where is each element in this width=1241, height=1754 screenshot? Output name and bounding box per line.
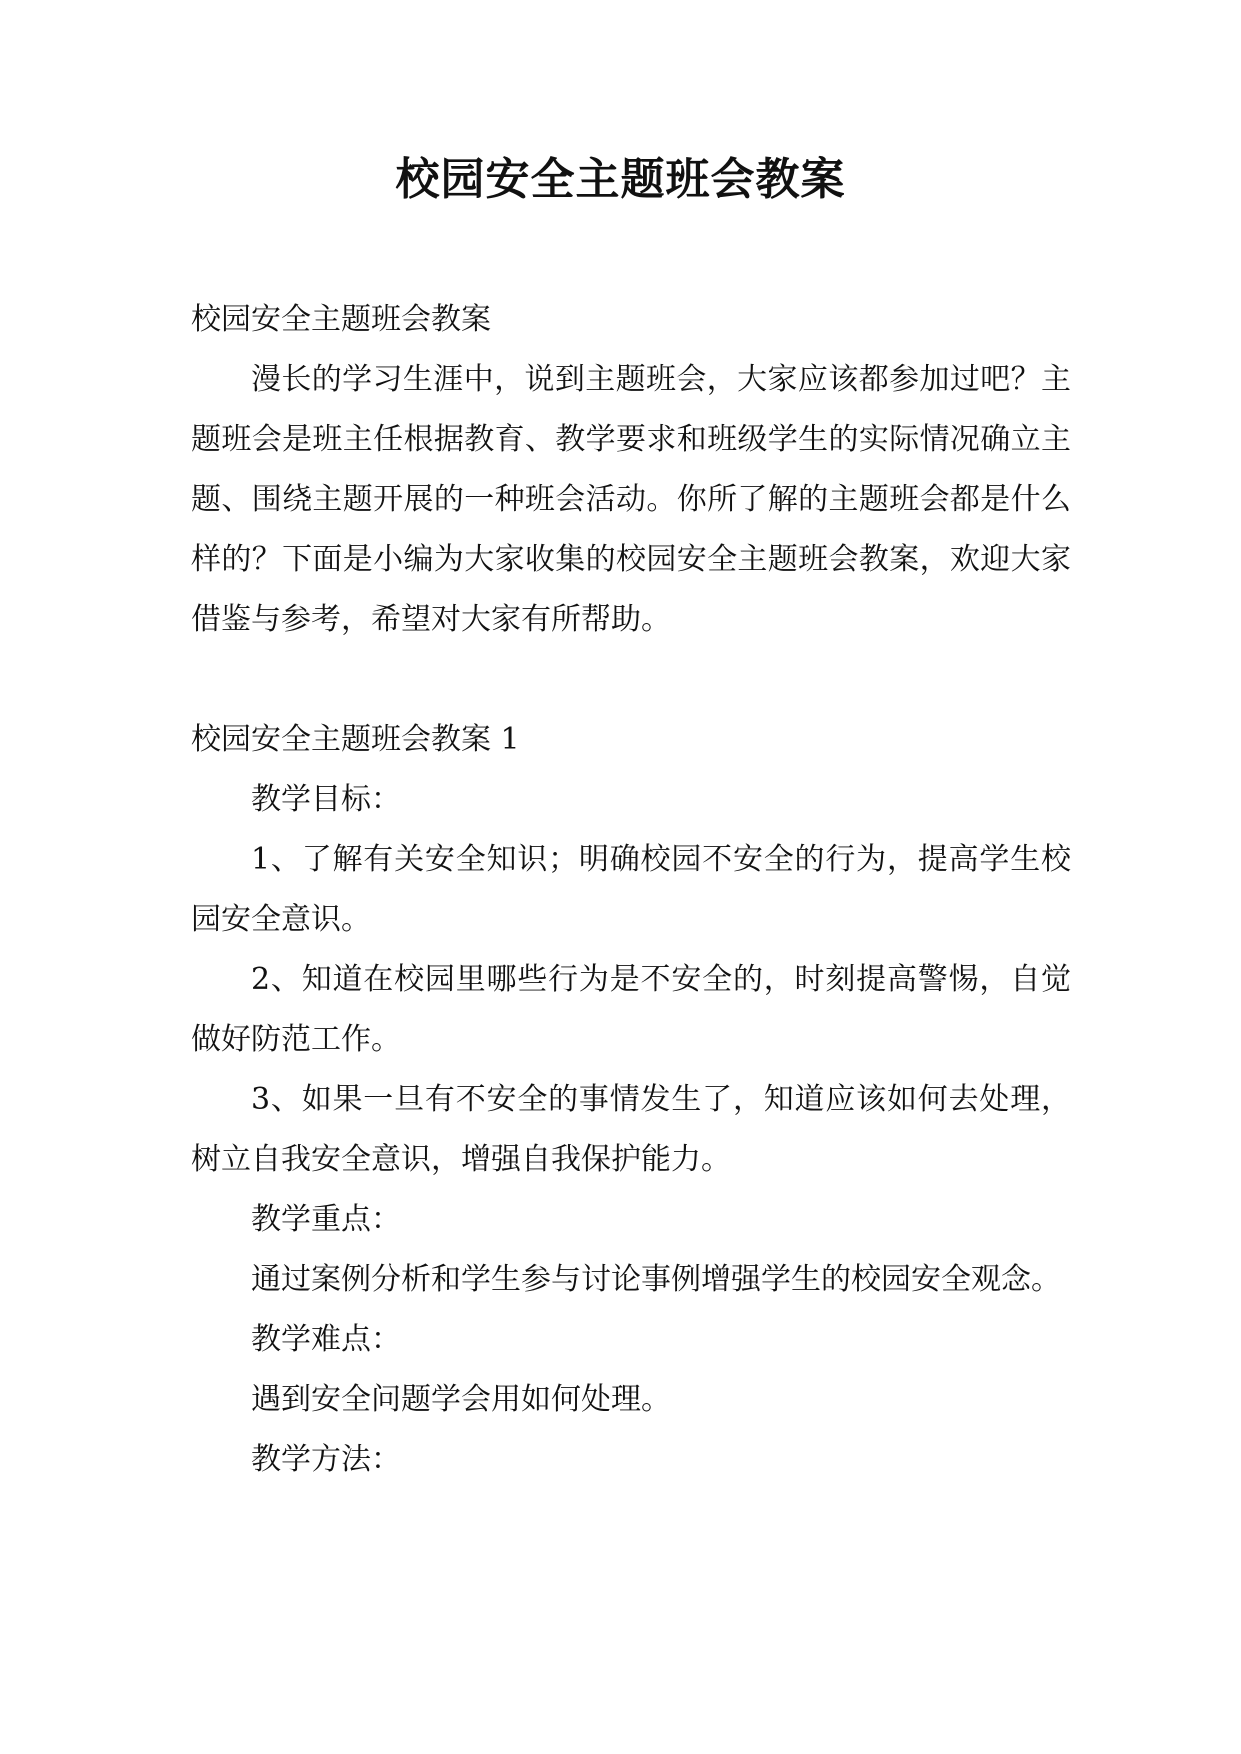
difficulty-label: 教学难点： <box>251 1322 401 1357</box>
intro-heading: 校园安全主题班会教案 <box>191 302 491 337</box>
goal-item-1: 1、了解有关安全知识；明确校园不安全的行为，提高学生校园安全意识。 <box>191 842 1071 937</box>
document-body <box>191 290 1071 1490</box>
goal-item-3: 3、如果一旦有不安全的事情发生了，知道应该如何去处理，树立自我安全意识，增强自我保护能力。 <box>191 1082 1071 1177</box>
section1-heading: 校园安全主题班会教案 1 <box>191 722 520 757</box>
key-points-label: 教学重点： <box>251 1202 401 1237</box>
intro-paragraph: 漫长的学习生涯中，说到主题班会，大家应该都参加过吧？主题班会是班主任根据教育、教学要求和班级学生的实际情况确立主题、围绕主题开展的一种班会活动。你所了解的主题班会都是什么样的？下面是小编为大家收集的校园安全主题班会教案，欢迎大家借鉴与参考，希望对大家有所帮助。 <box>191 362 1071 637</box>
difficulty-text: 遇到安全问题学会用如何处理。 <box>251 1382 671 1417</box>
goal-item-2: 2、知道在校园里哪些行为是不安全的，时刻提高警惕，自觉做好防范工作。 <box>191 962 1071 1057</box>
section-spacer <box>191 650 1071 710</box>
document-title: 校园安全主题班会教案 <box>395 154 846 205</box>
method-label: 教学方法： <box>251 1442 401 1477</box>
goals-label: 教学目标： <box>251 782 401 817</box>
key-points-text: 通过案例分析和学生参与讨论事例增强学生的校园安全观念。 <box>251 1262 1061 1297</box>
